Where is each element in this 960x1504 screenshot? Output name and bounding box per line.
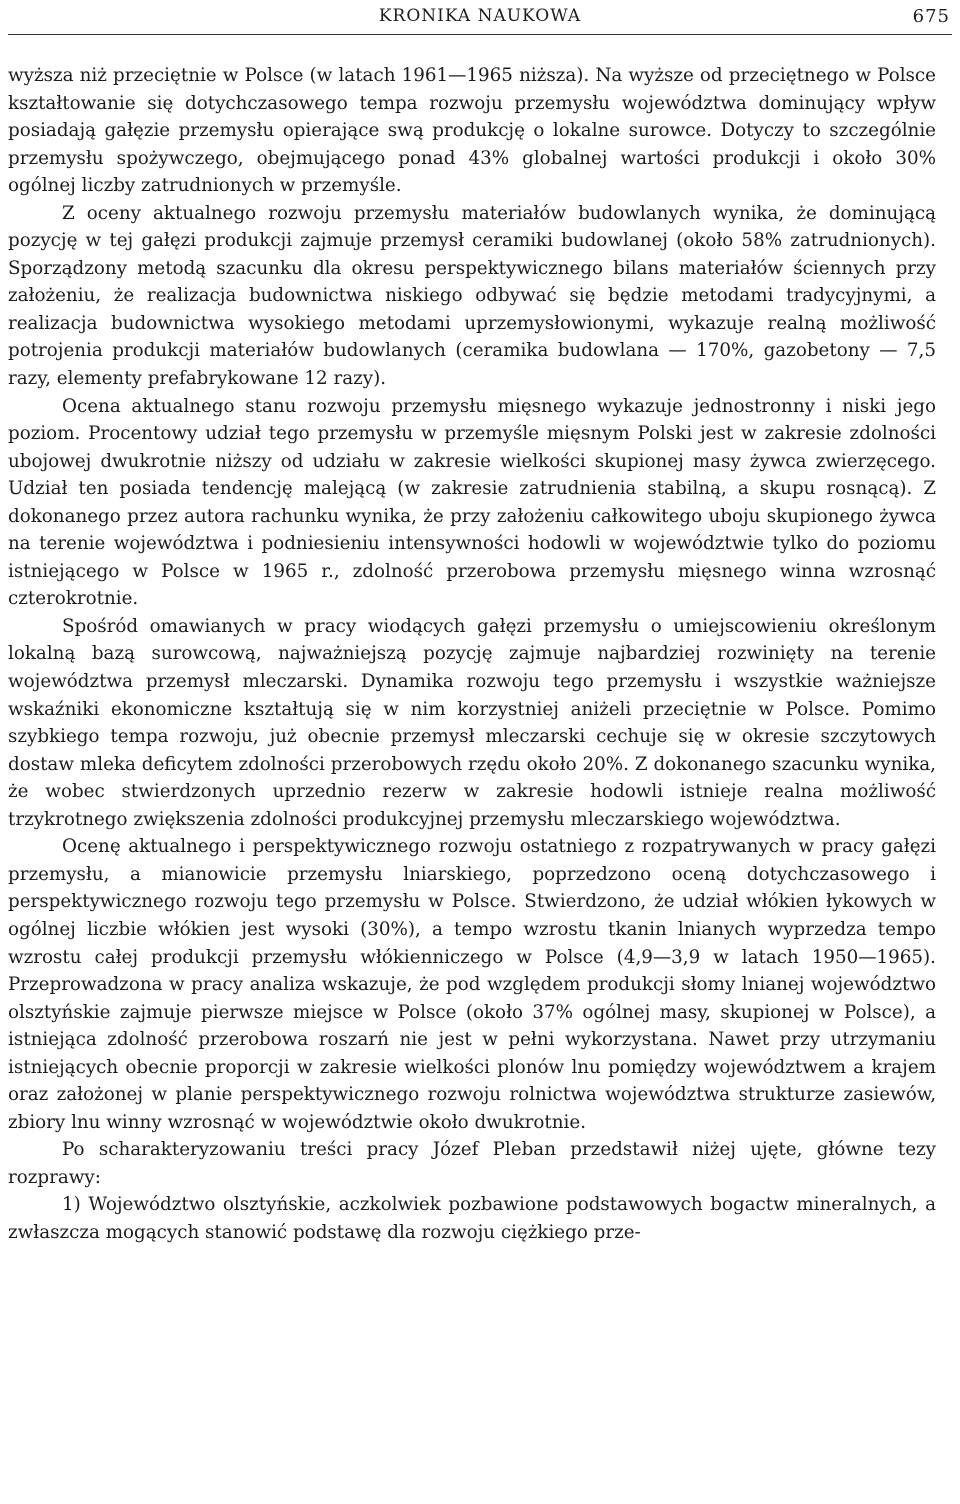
page-number: 675 (912, 6, 950, 27)
running-head (8, 6, 952, 30)
running-title: KRONIKA NAUKOWA (378, 6, 582, 26)
header-rule (8, 34, 952, 35)
numbered-thesis: 1) Województwo olsztyńskie, aczkolwiek pozbawione podstawowych bogactw mineralnych, a zwłaszcza mogących stanowić podstawę dla rozwoju ciężkiego prze- (8, 1194, 936, 1243)
paragraph: Z oceny aktualnego rozwoju przemysłu materiałów budowlanych wynika, że dominującą pozycję w tej gałęzi produkcji zajmuje przemysł ceramiki budowlanej (około 58% zatrudnionych). Sporządzony metodą szacunku dla okresu perspektywicznego bilans materiałów ściennych przy założeniu, że realizacja budownictwa niskiego odbywać się będzie metodami tradycyjnymi, a realizacja budownictwa wysokiego metodami uprzemysłowionymi, wykazuje realną możliwość potrojenia produkcji materiałów budowlanych (ceramika budowlana — 170%, gazobetony — 7,5 razy, elementy prefabrykowane 12 razy). (8, 202, 936, 390)
paragraph: Po scharakteryzowaniu treści pracy Józef Pleban przedstawił niżej ujęte, główne tezy rozprawy: (8, 1139, 936, 1188)
paragraph: Ocena aktualnego stanu rozwoju przemysłu mięsnego wykazuje jednostronny i niski jego poziom. Procentowy udział tego przemysłu w przemyśle mięsnym Polski jest w zakresie zdolności ubojowej dwukrotnie niższy od udziału w zakresie wielkości skupionej masy żywca zwierzęcego. Udział ten posiada tendencję malejącą (w zakresie zatrudnienia stabilną, a skupu rosnącą). Z dokonanego przez autora rachunku wynika, że przy założeniu całkowitego uboju skupionego żywca na terenie województwa i podniesieniu intensywności hodowli w województwie tylko do poziomu istniejącego w Polsce w 1965 r., zdolność przerobowa przemysłu mięsnego winna wzrosnąć czterokrotnie. (8, 395, 936, 610)
paragraph: Spośród omawianych w pracy wiodących gałęzi przemysłu o umiejscowieniu określonym lokalną bazą surowcową, najważniejszą pozycję zajmuje najbardziej rozwinięty na terenie województwa przemysł mleczarski. Dynamika rozwoju tego przemysłu i wszystkie ważniejsze wskaźniki ekonomiczne kształtują się w nim korzystniej aniżeli przeciętnie w Polsce. Pomimo szybkiego tempa rozwoju, już obecnie przemysł mleczarski cechuje się w okresie szczytowych dostaw mleka deficytem zdolności przerobowych rzędu około 20%. Z dokonanego szacunku wynika, że wobec stwierdzonych uprzednio rezerw w zakresie hodowli istnieje realna możliwość trzykrotnego zwiększenia zdolności produkcyjnej przemysłu mleczarskiego województwa. (8, 615, 936, 830)
body-text (8, 62, 936, 1247)
paragraph: Ocenę aktualnego i perspektywicznego rozwoju ostatniego z rozpatrywanych w pracy gałęzi przemysłu, a mianowicie przemysłu lniarskiego, poprzedzono oceną dotychczasowego i perspektywicznego rozwoju tego przemysłu w Polsce. Stwierdzono, że udział włókien łykowych w ogólnej liczbie włókien jest wysoki (30%), a tempo wzrostu tkanin lnianych wyprzedza tempo wzrostu całej produkcji przemysłu włókienniczego w Polsce (4,9—3,9 w latach 1950—1965). Przeprowadzona w pracy analiza wskazuje, że pod względem produkcji słomy lnianej województwo olsztyńskie zajmuje pierwsze miejsce w Polsce (około 37% ogólnej masy, skupionej w Polsce), a istniejąca zdolność przerobowa roszarń nie jest w pełni wykorzystana. Nawet przy utrzymaniu istniejących obecnie proporcji w zakresie wielkości plonów lnu pomiędzy województwem a krajem oraz założonej w planie perspektywicznego rozwoju rolnictwa województwa strukturze zasiewów, zbiory lnu winny wzrosnąć w województwie około dwukrotnie. (8, 836, 936, 1133)
paragraph: wyższa niż przeciętnie w Polsce (w latach 1961—1965 niższa). Na wyższe od przeciętnego w Polsce kształtowanie się dotychczasowego tempa rozwoju przemysłu województwa dominujący wpływ posiadają gałęzie przemysłu opierające swą produkcję o lokalne surowce. Dotyczy to szczególnie przemysłu spożywczego, obejmującego ponad 43% globalnej wartości produkcji i około 30% ogólnej liczby zatrudnionych w przemyśle. (8, 65, 936, 197)
